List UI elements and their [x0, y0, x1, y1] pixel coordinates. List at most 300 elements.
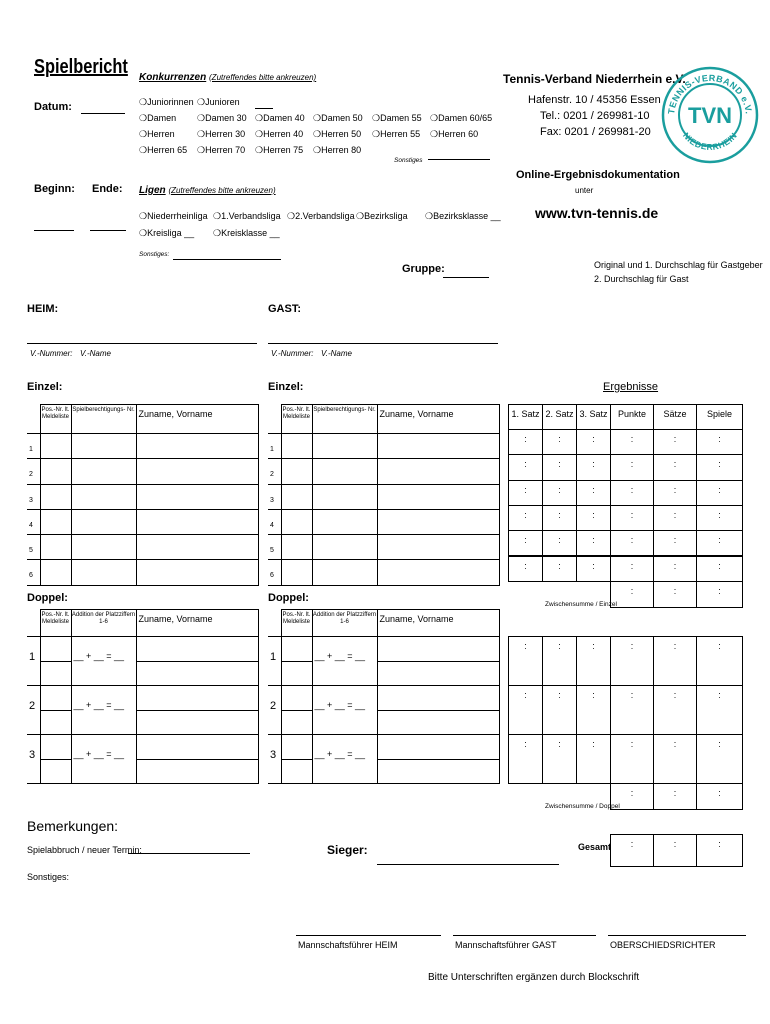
konkurrenzen-title: Konkurrenzen [139, 72, 207, 83]
zwischensumme-einzel-cell[interactable] [653, 581, 697, 608]
einzel-score-cell[interactable] [610, 530, 654, 556]
spielb-cell[interactable] [312, 560, 377, 585]
ergebnis-col-label: Punkte [617, 409, 647, 419]
spielb-cell[interactable] [312, 535, 377, 560]
table-row [27, 560, 259, 585]
radio-circle-icon[interactable]: ❍ [287, 211, 296, 221]
addition-cell[interactable]: __ + __ = __ [71, 735, 136, 784]
row-number: 2 [27, 686, 40, 735]
einzel-score-cell[interactable] [542, 556, 577, 582]
spielb-cell[interactable] [71, 535, 136, 560]
konkurrenz-option[interactable] [139, 113, 176, 124]
score-separator: : [718, 484, 721, 495]
table-row [27, 509, 259, 534]
name-cell[interactable] [136, 661, 259, 686]
radio-circle-icon[interactable]: ❍ [139, 228, 148, 238]
liga-option[interactable] [287, 211, 355, 222]
einzel-score-cell[interactable] [542, 429, 577, 455]
ligen-sonstiges-field[interactable] [173, 259, 281, 260]
einzel-score-cell[interactable] [508, 429, 543, 455]
addition-cell[interactable]: __ + __ = __ [312, 637, 377, 686]
score-separator: : [718, 459, 721, 470]
doppel-label-gast: Doppel: [268, 592, 309, 604]
sig-gast-label: Mannschaftsführer GAST [455, 940, 557, 950]
row-number: 3 [27, 484, 40, 509]
radio-circle-icon[interactable]: ❍ [197, 129, 206, 139]
konkurrenz-option[interactable] [197, 97, 240, 108]
einzel-score-cell[interactable] [696, 556, 743, 582]
einzel-score-cell[interactable] [508, 480, 543, 506]
einzel-score-cell[interactable] [653, 480, 697, 506]
name-cell[interactable] [136, 484, 259, 509]
radio-circle-icon[interactable]: ❍ [139, 129, 148, 139]
liga-option[interactable] [139, 211, 208, 222]
ende-field[interactable] [90, 230, 126, 231]
col-pos-header: Pos.-Nr. lt. Meldeliste [281, 610, 312, 637]
sieger-label: Sieger: [327, 843, 368, 857]
score-separator: : [718, 788, 721, 798]
addition-cell[interactable]: __ + __ = __ [71, 637, 136, 686]
score-separator: : [524, 739, 527, 749]
konkurrenz-option-label: Herren 55 [380, 129, 421, 139]
gast-vname: V.-Name [321, 349, 352, 358]
datum-field[interactable] [81, 113, 125, 114]
radio-circle-icon[interactable]: ❍ [213, 211, 222, 221]
heim-field[interactable] [27, 343, 257, 344]
pos-cell[interactable] [281, 686, 312, 711]
score-separator: : [524, 641, 527, 651]
ende-label: Ende: [92, 183, 123, 195]
konkurrenz-option[interactable] [139, 145, 187, 156]
doppel-score-cell[interactable] [508, 734, 543, 784]
einzel-score-cell[interactable] [696, 530, 743, 556]
pos-cell[interactable] [281, 759, 312, 784]
einzel-score-cell[interactable] [610, 480, 654, 506]
einzel-score-cell[interactable] [653, 454, 697, 480]
beginn-field[interactable] [34, 230, 74, 231]
score-separator: : [558, 509, 561, 520]
einzel-score-cell[interactable] [542, 454, 577, 480]
score-separator: : [630, 739, 634, 749]
name-cell[interactable] [377, 661, 500, 686]
heim-vnummer: V.-Nummer: [30, 349, 73, 358]
pos-cell[interactable] [40, 535, 71, 560]
name-cell[interactable] [136, 535, 259, 560]
score-separator: : [630, 560, 634, 571]
radio-circle-icon[interactable]: ❍ [356, 211, 365, 221]
row-number: 5 [268, 535, 281, 560]
liga-option-label: Bezirksliga [364, 211, 408, 221]
score-separator: : [630, 788, 634, 798]
konkurrenz-option[interactable] [139, 129, 175, 140]
radio-circle-icon[interactable]: ❍ [139, 113, 148, 123]
konkurrenz-option[interactable] [372, 129, 420, 140]
zwischensumme-doppel-cell[interactable] [653, 783, 697, 810]
name-cell[interactable] [377, 459, 500, 484]
liga-option[interactable] [213, 211, 281, 222]
row-number: 4 [27, 509, 40, 534]
einzel-score-cell[interactable] [576, 480, 611, 506]
row-number: 1 [27, 637, 40, 686]
name-cell[interactable] [377, 509, 500, 534]
pos-cell[interactable] [281, 434, 312, 459]
konkurrenzen-sonstiges-label: Sonstiges [394, 157, 423, 164]
pos-cell[interactable] [281, 637, 312, 662]
doppel-score-cell[interactable] [653, 685, 697, 735]
score-separator: : [630, 641, 634, 651]
konkurrenz-option-label: Herren [147, 129, 175, 139]
einzel-score-cell[interactable] [576, 454, 611, 480]
pos-cell[interactable] [281, 484, 312, 509]
sonstiges-label: Sonstiges: [27, 872, 70, 882]
score-separator: : [673, 509, 677, 520]
einzel-score-cell[interactable] [653, 429, 697, 455]
addition-cell[interactable]: __ + __ = __ [312, 686, 377, 735]
gesamt-cell[interactable] [653, 834, 697, 867]
pos-cell[interactable] [40, 637, 71, 662]
spielb-cell[interactable] [312, 484, 377, 509]
table-row [27, 710, 259, 735]
name-cell[interactable] [377, 759, 500, 784]
einzel-score-cell[interactable] [576, 505, 611, 531]
gesamt-cell[interactable] [696, 834, 743, 867]
einzel-score-cell[interactable] [542, 480, 577, 506]
zwischensumme-einzel-cell[interactable] [696, 581, 743, 608]
konkurrenz-option[interactable] [313, 145, 361, 156]
pos-cell[interactable] [40, 710, 71, 735]
konkurrenz-option[interactable] [197, 129, 245, 140]
name-cell[interactable] [377, 686, 500, 711]
score-separator: : [673, 560, 677, 571]
row-number: 4 [268, 509, 281, 534]
konkurrenz-option[interactable] [313, 129, 361, 140]
doppel-score-cell[interactable] [610, 636, 654, 686]
addition-cell[interactable]: __ + __ = __ [71, 686, 136, 735]
radio-circle-icon[interactable]: ❍ [313, 113, 322, 123]
score-separator: : [673, 459, 677, 470]
table-row [268, 661, 500, 686]
pos-cell[interactable] [281, 560, 312, 585]
zwischensumme-einzel-label: Zwischensumme / Einzel [545, 601, 617, 608]
einzel-score-cell[interactable] [696, 429, 743, 455]
pos-cell[interactable] [40, 735, 71, 760]
doppel-score-cell[interactable] [696, 685, 743, 735]
konkurrenz-option-label: Damen 60/65 [438, 113, 493, 123]
konkurrenz-option-label: Herren 30 [205, 129, 246, 139]
einzel-score-cell[interactable] [508, 556, 543, 582]
einzel-score-cell[interactable] [610, 429, 654, 455]
liga-option-label: Bezirksklasse __ [433, 211, 501, 221]
ergebnis-col-header [542, 404, 577, 430]
name-cell[interactable] [377, 710, 500, 735]
pos-cell[interactable] [40, 686, 71, 711]
konkurrenz-option[interactable] [255, 145, 303, 156]
pos-cell[interactable] [40, 434, 71, 459]
spielb-cell[interactable] [71, 484, 136, 509]
ergebnis-col-header [653, 404, 697, 430]
spielb-cell[interactable] [312, 459, 377, 484]
doppel-score-cell[interactable] [610, 685, 654, 735]
sieger-field[interactable] [377, 864, 559, 865]
table-row [268, 509, 500, 534]
score-separator: : [592, 509, 595, 520]
score-separator: : [630, 459, 634, 470]
zwischensumme-doppel-label: Zwischensumme / Doppel [545, 803, 620, 810]
row-number: 6 [27, 560, 40, 585]
name-cell[interactable] [136, 459, 259, 484]
konkurrenz-option-label: Damen 50 [321, 113, 363, 123]
einzel-score-cell[interactable] [576, 556, 611, 582]
ergebnis-col-label: Spiele [706, 409, 733, 419]
name-cell[interactable] [377, 484, 500, 509]
score-separator: : [630, 535, 634, 546]
sig-ober-line[interactable] [608, 935, 746, 936]
row-number: 2 [27, 459, 40, 484]
name-cell[interactable] [377, 735, 500, 760]
spielb-cell[interactable] [71, 509, 136, 534]
doppel-label-heim: Doppel: [27, 592, 68, 604]
score-separator: : [718, 641, 721, 651]
score-separator: : [524, 560, 527, 571]
signature-note: Bitte Unterschriften ergänzen durch Blockschrift [428, 972, 640, 983]
spielb-cell[interactable] [312, 509, 377, 534]
einzel-score-cell[interactable] [542, 530, 577, 556]
logo-letters: TVN [688, 103, 732, 128]
name-cell[interactable] [377, 560, 500, 585]
pos-cell[interactable] [40, 459, 71, 484]
spielb-cell[interactable] [71, 434, 136, 459]
gruppe-field[interactable] [443, 277, 489, 278]
score-separator: : [630, 484, 634, 495]
score-separator: : [592, 560, 595, 571]
doppel-score-cell[interactable] [696, 734, 743, 784]
konkurrenz-option[interactable] [430, 113, 492, 124]
col-name-header: Zuname, Vorname [377, 405, 500, 434]
name-cell[interactable] [136, 509, 259, 534]
radio-circle-icon[interactable]: ❍ [313, 129, 322, 139]
pos-cell[interactable] [40, 509, 71, 534]
zwischensumme-doppel-cell[interactable] [696, 783, 743, 810]
einzel-score-cell[interactable] [653, 505, 697, 531]
score-separator: : [558, 690, 561, 700]
score-separator: : [558, 560, 561, 571]
table-row [27, 434, 259, 459]
score-separator: : [673, 739, 677, 749]
pos-cell[interactable] [40, 484, 71, 509]
pos-cell[interactable] [281, 535, 312, 560]
konkurrenz-option-label: Junioren [205, 97, 240, 107]
row-number: 3 [268, 735, 281, 784]
radio-circle-icon[interactable]: ❍ [213, 228, 222, 238]
name-cell[interactable] [377, 637, 500, 662]
liga-option-label: Niederrheinliga [147, 211, 208, 221]
name-cell[interactable] [136, 735, 259, 760]
radio-circle-icon[interactable]: ❍ [372, 129, 381, 139]
row-number: 3 [268, 484, 281, 509]
name-cell[interactable] [377, 535, 500, 560]
sig-heim-line[interactable] [296, 935, 441, 936]
score-separator: : [718, 535, 721, 546]
einzel-score-cell[interactable] [653, 556, 697, 582]
ergebnis-col-label: Sätze [663, 409, 687, 419]
radio-circle-icon[interactable]: ❍ [139, 97, 148, 107]
konkurrenz-option-label: Herren 75 [263, 145, 304, 155]
gesamt-cell[interactable] [610, 834, 654, 867]
score-separator: : [592, 459, 595, 470]
table-row [268, 759, 500, 784]
spielb-cell[interactable] [71, 459, 136, 484]
page-title: Spielbericht [34, 56, 128, 78]
doppel-score-cell[interactable] [653, 636, 697, 686]
table-row [268, 637, 500, 662]
row-number: 2 [268, 459, 281, 484]
radio-circle-icon[interactable]: ❍ [425, 211, 434, 221]
einzel-score-cell[interactable] [576, 530, 611, 556]
liga-option[interactable] [425, 211, 501, 222]
spielabbruch-field[interactable] [128, 853, 250, 854]
doppel-score-cell[interactable] [508, 685, 543, 735]
radio-circle-icon[interactable]: ❍ [139, 145, 148, 155]
score-separator: : [558, 641, 561, 651]
konkurrenz-blank-field[interactable] [255, 108, 273, 109]
einzel-score-cell[interactable] [542, 505, 577, 531]
radio-circle-icon[interactable]: ❍ [372, 113, 381, 123]
pos-cell[interactable] [281, 509, 312, 534]
konkurrenz-option[interactable] [313, 113, 363, 124]
sig-gast-line[interactable] [453, 935, 596, 936]
konkurrenz-option[interactable] [372, 113, 422, 124]
doppel-score-cell[interactable] [653, 734, 697, 784]
col-spielb-header: Spielberechtigungs- Nr. [312, 405, 377, 434]
score-separator: : [673, 484, 677, 495]
radio-circle-icon[interactable]: ❍ [139, 211, 148, 221]
konkurrenz-option-label: Juniorinnen [147, 97, 194, 107]
konkurrenz-option[interactable] [197, 145, 245, 156]
radio-circle-icon[interactable]: ❍ [197, 113, 206, 123]
einzel-score-cell[interactable] [696, 505, 743, 531]
name-cell[interactable] [136, 686, 259, 711]
table-row [27, 484, 259, 509]
pos-cell[interactable] [40, 759, 71, 784]
radio-circle-icon[interactable]: ❍ [430, 129, 439, 139]
pos-cell[interactable] [40, 560, 71, 585]
table-row [268, 484, 500, 509]
liga-option[interactable] [213, 228, 280, 239]
doppel-score-cell[interactable] [610, 734, 654, 784]
col-name-header: Zuname, Vorname [136, 610, 259, 637]
radio-circle-icon[interactable]: ❍ [313, 145, 322, 155]
score-separator: : [718, 690, 721, 700]
radio-circle-icon[interactable]: ❍ [255, 145, 264, 155]
ligen-heading [139, 185, 276, 196]
radio-circle-icon[interactable]: ❍ [255, 129, 264, 139]
name-cell[interactable] [136, 710, 259, 735]
name-cell[interactable] [136, 560, 259, 585]
org-name: Tennis-Verband Niederrhein e.V. [503, 72, 686, 86]
org-url[interactable]: www.tvn-tennis.de [535, 205, 659, 221]
name-cell[interactable] [136, 434, 259, 459]
liga-option[interactable] [139, 228, 194, 239]
einzel-score-cell[interactable] [653, 530, 697, 556]
table-row [27, 759, 259, 784]
tvn-logo [660, 65, 760, 165]
einzel-score-cell[interactable] [610, 505, 654, 531]
doppel-score-cell[interactable] [542, 685, 577, 735]
liga-option[interactable] [356, 211, 408, 222]
gast-field[interactable] [268, 343, 498, 344]
einzel-score-cell[interactable] [696, 454, 743, 480]
col-name-header: Zuname, Vorname [136, 405, 259, 434]
spielb-cell[interactable] [71, 560, 136, 585]
pos-cell[interactable] [281, 735, 312, 760]
radio-circle-icon[interactable]: ❍ [430, 113, 439, 123]
konkurrenz-option[interactable] [430, 129, 478, 140]
logo-text-top: TENNIS-VERBAND e.V. [666, 72, 754, 115]
doppel-score-cell[interactable] [576, 685, 611, 735]
doppel-score-cell[interactable] [542, 636, 577, 686]
konkurrenz-option[interactable] [197, 113, 247, 124]
einzel-score-cell[interactable] [508, 530, 543, 556]
radio-circle-icon[interactable]: ❍ [197, 97, 206, 107]
konkurrenz-option[interactable] [255, 113, 305, 124]
score-separator: : [524, 509, 527, 520]
pos-cell[interactable] [281, 710, 312, 735]
konkurrenzen-sonstiges-field[interactable] [428, 159, 490, 160]
col-pos-header: Pos.-Nr. lt. Meldeliste [40, 610, 71, 637]
einzel-score-cell[interactable] [610, 454, 654, 480]
beginn-label: Beginn: [34, 183, 75, 195]
name-cell[interactable] [136, 637, 259, 662]
doppel-score-cell[interactable] [508, 636, 543, 686]
einzel-score-cell[interactable] [576, 429, 611, 455]
spielb-cell[interactable] [312, 434, 377, 459]
doppel-score-cell[interactable] [542, 734, 577, 784]
einzel-label-gast: Einzel: [268, 381, 304, 393]
addition-cell[interactable]: __ + __ = __ [312, 735, 377, 784]
name-cell[interactable] [377, 434, 500, 459]
einzel-score-cell[interactable] [508, 505, 543, 531]
doppel-score-cell[interactable] [576, 734, 611, 784]
score-separator: : [673, 434, 677, 444]
ligen-hint: (Zutreffendes bitte ankreuzen) [168, 186, 276, 195]
online-title: Online-Ergebnisdokumentation [516, 169, 680, 181]
einzel-score-cell[interactable] [696, 480, 743, 506]
gruppe-label: Gruppe: [402, 263, 445, 275]
konkurrenz-option[interactable] [255, 129, 303, 140]
doppel-score-cell[interactable] [576, 636, 611, 686]
liga-option-label: Kreisliga __ [147, 228, 195, 238]
pos-cell[interactable] [281, 661, 312, 686]
pos-cell[interactable] [281, 459, 312, 484]
doppel-score-cell[interactable] [696, 636, 743, 686]
sig-ober-label: OBERSCHIEDSRICHTER [610, 940, 716, 950]
name-cell[interactable] [136, 759, 259, 784]
col-name-header: Zuname, Vorname [377, 610, 500, 637]
row-number: 1 [268, 434, 281, 459]
liga-option-label: Kreisklasse __ [221, 228, 280, 238]
konkurrenz-option[interactable] [139, 97, 194, 108]
org-fax: Fax: 0201 / 269981-20 [540, 126, 651, 138]
konkurrenz-option-label: Herren 40 [263, 129, 304, 139]
radio-circle-icon[interactable]: ❍ [255, 113, 264, 123]
radio-circle-icon[interactable]: ❍ [197, 145, 206, 155]
pos-cell[interactable] [40, 661, 71, 686]
einzel-score-cell[interactable] [610, 556, 654, 582]
konkurrenz-option-label: Herren 60 [438, 129, 479, 139]
score-separator: : [718, 509, 721, 520]
row-number: 6 [268, 560, 281, 585]
einzel-score-cell[interactable] [508, 454, 543, 480]
